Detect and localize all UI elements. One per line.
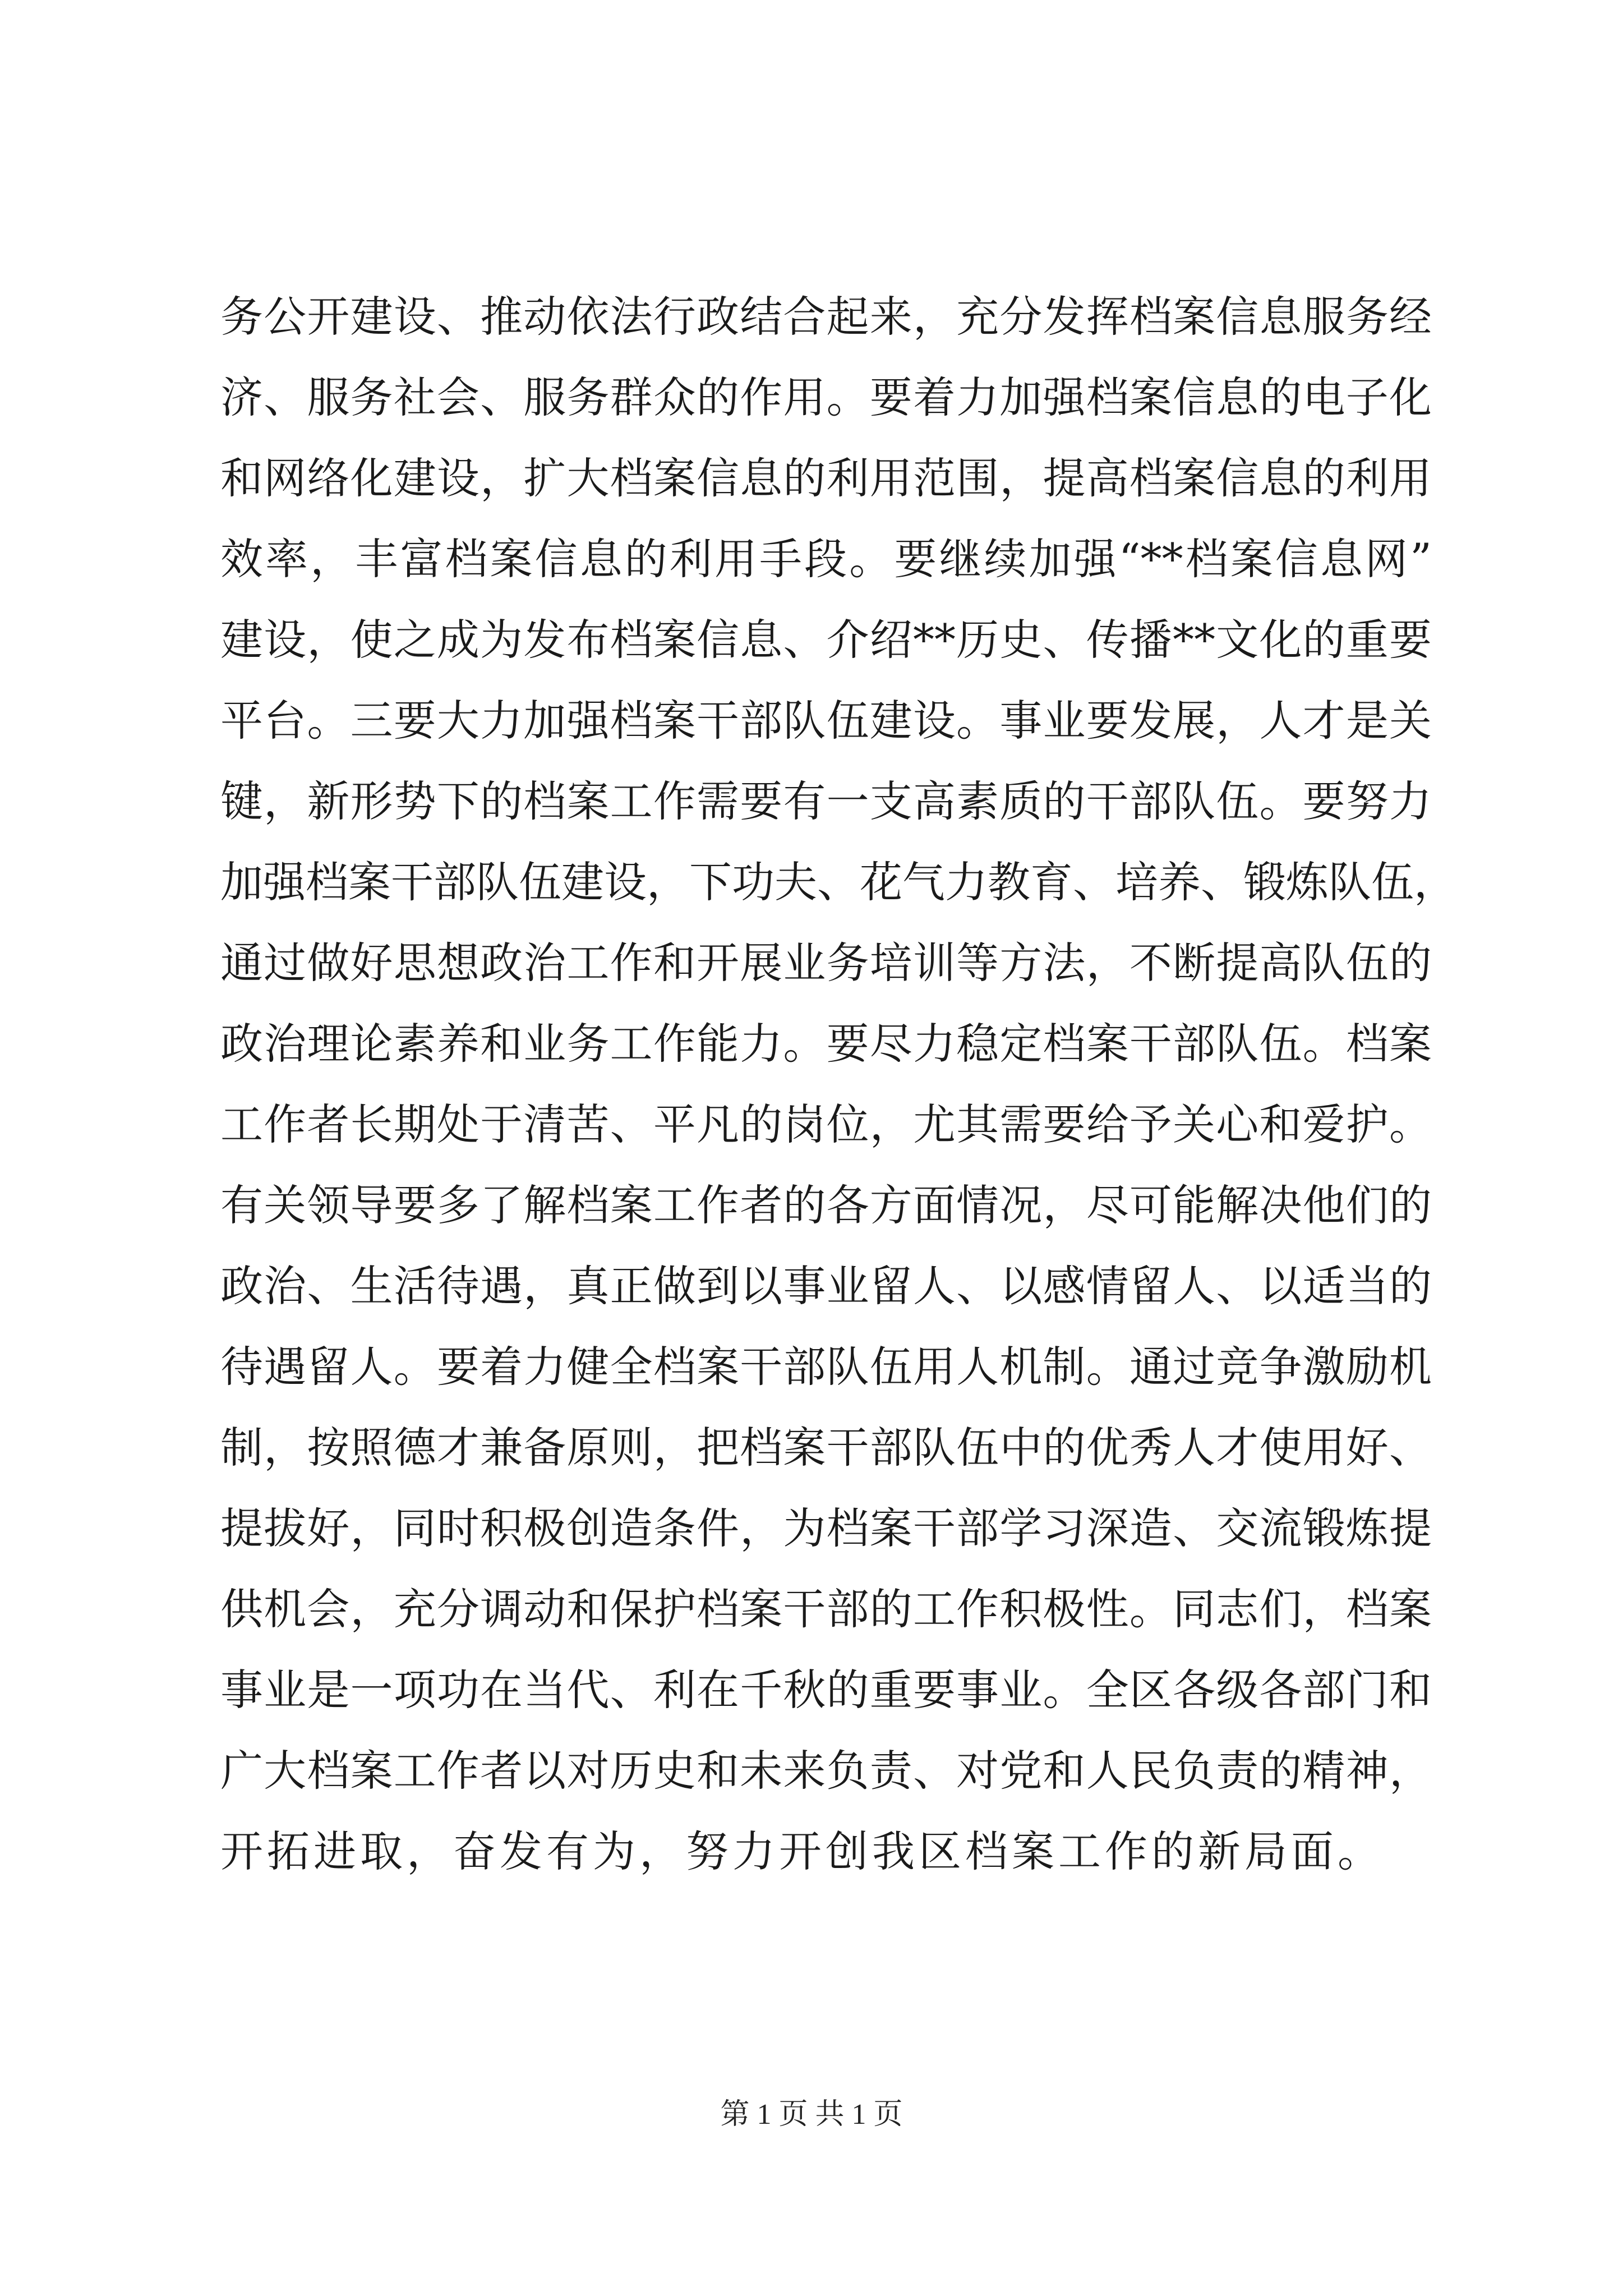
text-line: 有关领导要多了解档案工作者的各方面情况，尽可能解决他们的 bbox=[220, 1180, 1432, 1230]
text-line: 加强档案干部队伍建设，下功夫、花气力教育、培养、锻炼队伍， bbox=[220, 857, 1456, 907]
text-line: 政治理论素养和业务工作能力。要尽力稳定档案干部队伍。档案 bbox=[220, 1019, 1432, 1069]
text-line: 键，新形势下的档案工作需要有一支高素质的干部队伍。要努力 bbox=[220, 776, 1432, 826]
body-paragraph bbox=[220, 277, 1456, 1892]
text-line: 广大档案工作者以对历史和未来负责、对党和人民负责的精神， bbox=[220, 1746, 1432, 1796]
text-line: 事业是一项功在当代、利在千秋的重要事业。全区各级各部门和 bbox=[220, 1665, 1432, 1715]
text-line: 和网络化建设，扩大档案信息的利用范围，提高档案信息的利用 bbox=[220, 453, 1432, 503]
text-line: 建设，使之成为发布档案信息、介绍**历史、传播**文化的重要 bbox=[220, 615, 1432, 665]
text-line: 待遇留人。要着力健全档案干部队伍用人机制。通过竞争激励机 bbox=[220, 1342, 1432, 1392]
text-line: 工作者长期处于清苦、平凡的岗位，尤其需要给予关心和爱护。 bbox=[220, 1099, 1432, 1149]
text-line: 供机会，充分调动和保护档案干部的工作积极性。同志们，档案 bbox=[220, 1584, 1432, 1634]
text-line: 制，按照德才兼备原则，把档案干部队伍中的优秀人才使用好、 bbox=[220, 1423, 1432, 1473]
text-line-last: 开拓进取，奋发有为，努力开创我区档案工作的新局面。 bbox=[220, 1826, 1384, 1876]
text-line: 务公开建设、推动依法行政结合起来，充分发挥档案信息服务经 bbox=[220, 292, 1432, 342]
text-line: 通过做好思想政治工作和开展业务培训等方法，不断提高队伍的 bbox=[220, 938, 1432, 988]
page-footer bbox=[0, 2095, 1623, 2134]
text-line: 提拔好，同时积极创造条件，为档案干部学习深造、交流锻炼提 bbox=[220, 1503, 1432, 1553]
text-line: 政治、生活待遇，真正做到以事业留人、以感情留人、以适当的 bbox=[220, 1261, 1432, 1311]
text-line: 济、服务社会、服务群众的作用。要着力加强档案信息的电子化 bbox=[220, 372, 1432, 422]
text-line: 平台。三要大力加强档案干部队伍建设。事业要发展，人才是关 bbox=[220, 696, 1432, 746]
text-line: 效率，丰富档案信息的利用手段。要继续加强“**档案信息网” bbox=[220, 534, 1432, 584]
page-number-label: 第 1 页 共 1 页 bbox=[720, 2099, 903, 2131]
